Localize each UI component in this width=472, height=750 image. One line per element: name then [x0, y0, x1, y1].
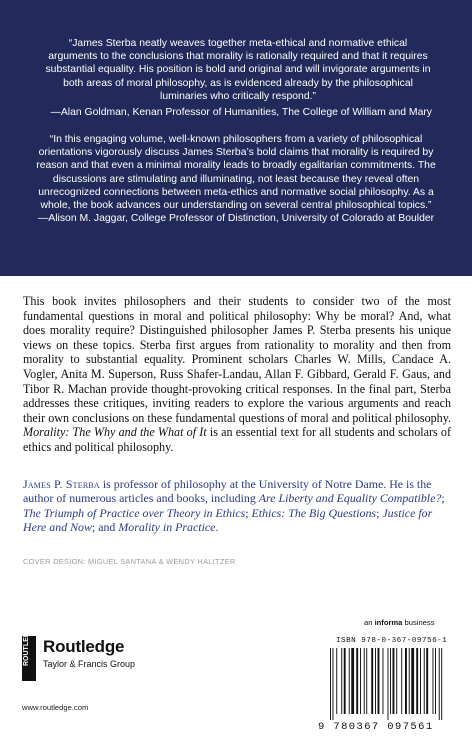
publisher-name: Routledge	[43, 637, 125, 656]
barcode-bar	[364, 648, 365, 714]
endorsement-panel	[0, 0, 472, 276]
barcode-bar	[416, 648, 418, 714]
barcode-bar	[378, 648, 380, 714]
isbn-label: ISBN 978-0-367-09756-1	[336, 637, 448, 645]
bio-intro: is professor of philosophy at the University of Notre Dame. He is the author of numerous articles and books, including	[23, 477, 432, 506]
barcode-bar	[371, 648, 373, 714]
routledge-logo-icon	[22, 622, 36, 681]
barcode-bar	[439, 648, 440, 720]
bio-separator: ;	[376, 505, 383, 520]
bio-separator: ; and	[91, 520, 119, 535]
barcode-bar	[396, 648, 397, 714]
bio-separator: ;	[245, 505, 252, 520]
barcode-bar	[393, 648, 395, 714]
description-closing: is an essential text for all students and scholars of ethics and political philosophy.	[23, 425, 451, 454]
logo-letter: ROUTLEDGE	[23, 622, 30, 666]
bio-book-3: Ethics: The Big Questions	[251, 505, 377, 520]
barcode-bar	[401, 648, 402, 714]
bio-book-1: Are Liberty and Equality Compatible?	[258, 491, 442, 506]
quote-2-text: “In this engaging volume, well-known philosophers from a variety of philosophical orientations vigorously discuss James Sterba’s bold claims that morality is required by reason and that even a minimal morality leads to broadly egalitarian commitments. The discussions are stimulating and illuminating, not least because they reveal often unrecognized connections between meta-ethics and normative social philosophy. As a whole, the book advances our understanding on several central philosophical topics.”	[36, 134, 436, 212]
barcode-bar	[333, 648, 334, 720]
author-bio	[23, 477, 451, 535]
barcode-bar	[411, 648, 414, 714]
barcode-bar	[341, 648, 342, 714]
cover-design-credit: COVER DESIGN: MIGUEL SANTANA & WENDY HALITZER	[23, 557, 236, 566]
informa-business-label	[364, 618, 435, 627]
barcode-bar	[420, 648, 421, 714]
barcode-digits: 9 780367 097561	[318, 721, 434, 733]
barcode-bar	[388, 648, 389, 720]
book-description	[23, 294, 451, 455]
author-name: James P. Sterba	[23, 477, 100, 491]
barcode-bar	[405, 648, 407, 714]
publisher-block	[22, 622, 192, 716]
barcode-bar	[366, 648, 367, 714]
barcode-bar	[390, 648, 391, 714]
quote-1-attribution: —Alan Goldman, Kenan Professor of Humanities, The College of William and Mary	[50, 107, 432, 119]
bio-book-4: Justice for Here and Now	[23, 505, 433, 535]
barcode-bar	[383, 648, 384, 714]
barcode-bar	[360, 648, 361, 714]
description-body: This book invites philosophers and their students to consider two of the most fundamental questions in moral and political philosophy: Why be moral? And, what does morality require? Distinguished philosopher James P. Sterba presents his unique views on these topics. Sterba first argues from rationality to morality and then from morality to substantial equality. Prominent scholars Charles W. Mills, Candace A. Vogler, Anita M. Superson, Russ Shafer-Landau, Allan F. Gibbard, Gerald F. Gaus, and Tibor R. Machan provide thought-provoking critical responses. In the final part, Sterba addresses these critiques, inviting readers to explore the various arguments and reach their own conclusions on these fundamental questions of moral and political philosophy.	[23, 294, 451, 425]
barcode-bar	[344, 648, 346, 714]
quote-2-attribution: —Alison M. Jaggar, College Professor of Distinction, University of Colorado at Boulder	[37, 213, 435, 225]
isbn-barcode	[318, 637, 452, 735]
barcode-bar	[433, 648, 434, 714]
barcode-bar	[349, 648, 350, 714]
bio-separator: ;	[441, 491, 445, 506]
endorsement-quote-2	[34, 133, 438, 225]
quote-1-text: “James Sterba neatly weaves together meta-ethical and normative ethical arguments to the conclusions that morality is rationally required and that it requires substantial equality. His position is bold and original and will invigorate arguments in both areas of moral philosophy, as is evidenced already by the philosophical luminaries who critically respond.”	[45, 38, 431, 102]
publisher-url: www.routledge.com	[22, 703, 89, 712]
bio-book-2: The Triumph of Practice over Theory in Ethics	[23, 505, 246, 520]
bio-book-5: Morality in Practice	[118, 520, 216, 535]
barcode-bar	[330, 648, 331, 720]
barcode-bar	[435, 648, 436, 714]
informa-word: informa	[374, 618, 403, 627]
barcode-icon	[328, 648, 446, 720]
bio-end: .	[215, 520, 219, 535]
barcode-bar	[424, 648, 425, 714]
barcode-bar	[356, 648, 358, 714]
barcode-bar	[351, 648, 354, 714]
informa-suffix: business	[402, 618, 435, 627]
endorsement-quote-1	[44, 37, 432, 119]
barcode-bar	[441, 648, 442, 720]
barcode-bar	[409, 648, 410, 714]
barcode-bar	[426, 648, 428, 714]
barcode-bar	[375, 648, 376, 714]
description-title: Morality: The Why and the What of It	[23, 425, 207, 440]
informa-prefix: an	[364, 618, 375, 627]
barcode-bar	[336, 648, 337, 714]
publisher-group: Taylor & Francis Group	[43, 659, 136, 669]
